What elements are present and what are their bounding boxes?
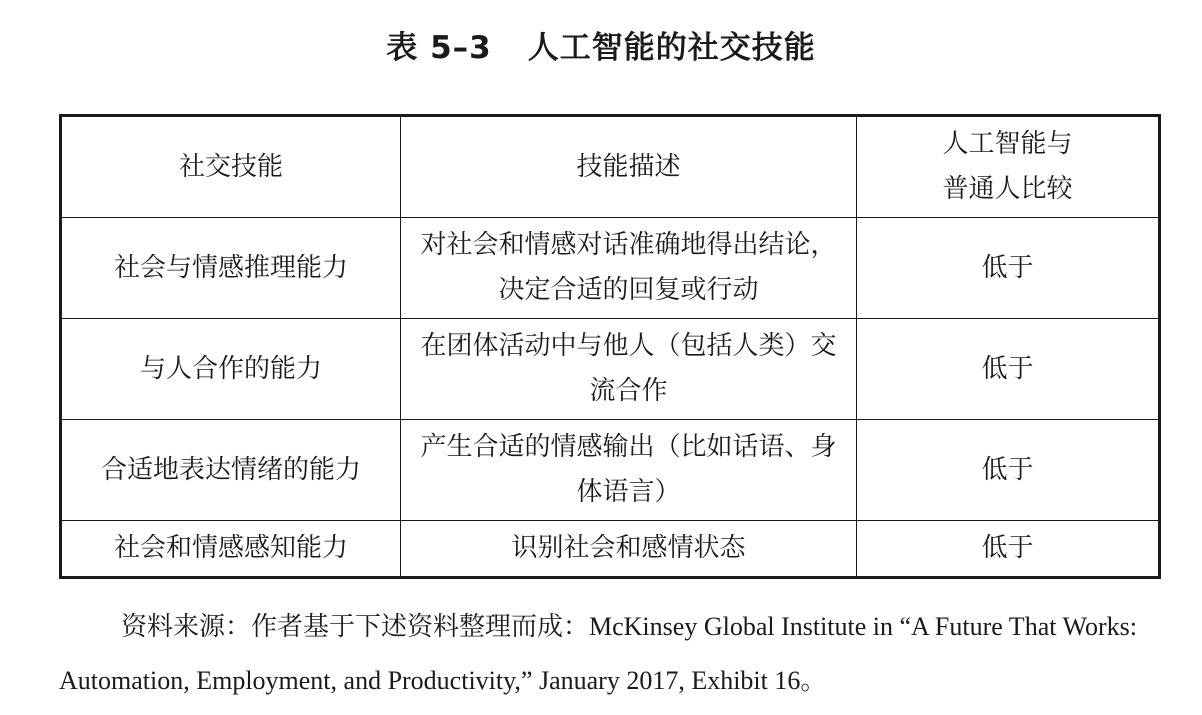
- table-title-text: 人工智能的社交技能: [527, 30, 816, 66]
- source-note: 资料来源：作者基于下述资料整理而成：McKinsey Global Institute in “A Future That Works: Automation, Employment, and Productivity,” January 2017, Exhibit 16。: [59, 612, 1137, 695]
- header-comparison-line1: 人工智能与: [942, 129, 1073, 159]
- row-description: [401, 420, 857, 521]
- row-description-text: 对社会和情感对话准确地得出结论，决定合适的回复或行动: [420, 230, 837, 305]
- row-comparison: 低于: [857, 521, 1160, 578]
- table-title: [0, 26, 1202, 70]
- table-row: [61, 420, 1160, 521]
- row-skill: 社会和情感感知能力: [61, 521, 401, 578]
- row-comparison: 低于: [857, 420, 1160, 521]
- header-skill: 社交技能: [61, 116, 401, 218]
- social-skills-table: [59, 114, 1161, 579]
- table-row: [61, 521, 1160, 578]
- row-skill: 合适地表达情绪的能力: [61, 420, 401, 521]
- row-description: [401, 218, 857, 319]
- row-comparison: 低于: [857, 319, 1160, 420]
- header-comparison: [857, 116, 1160, 218]
- row-skill: 社会与情感推理能力: [61, 218, 401, 319]
- header-comparison-line2: 普通人比较: [942, 174, 1073, 204]
- row-description-text: 产生合适的情感输出（比如话语、身体语言）: [420, 432, 837, 507]
- row-comparison: 低于: [857, 218, 1160, 319]
- header-description: 技能描述: [401, 116, 857, 218]
- row-description-text: 识别社会和感情状态: [511, 533, 746, 563]
- row-skill: 与人合作的能力: [61, 319, 401, 420]
- table-header-row: [61, 116, 1160, 218]
- row-description: [401, 521, 857, 578]
- row-description: [401, 319, 857, 420]
- row-description-text: 在团体活动中与他人（包括人类）交流合作: [420, 331, 837, 406]
- table-row: [61, 218, 1160, 319]
- table-row: [61, 319, 1160, 420]
- table-number: 表 5–3: [386, 30, 492, 66]
